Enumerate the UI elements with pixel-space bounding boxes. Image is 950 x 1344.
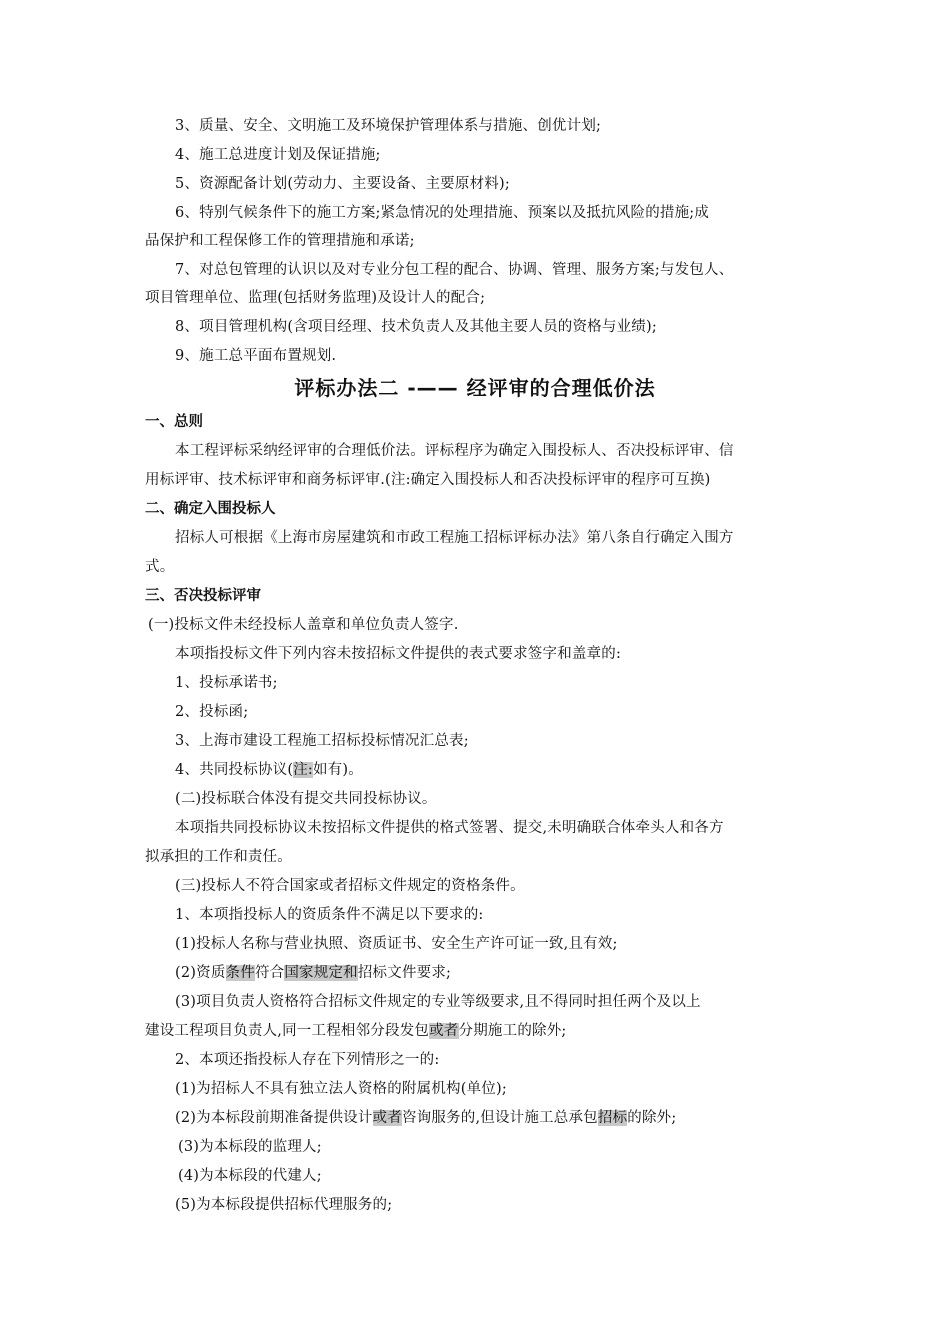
list-item: (4)为本标段的代建人; <box>178 1168 322 1184</box>
list-item: 7、对总包管理的认识以及对专业分包工程的配合、协调、管理、服务方案;与发包人、 <box>175 262 734 278</box>
list-item: 1、投标承诺书; <box>175 675 278 691</box>
list-item-continuation: 品保护和工程保修工作的管理措施和承诺; <box>145 233 415 249</box>
paragraph-line: 本工程评标采纳经评审的合理低价法。评标程序为确定入围投标人、否决投标评审、信 <box>175 443 734 459</box>
paragraph-line: 用标评审、技术标评审和商务标评审.(注:确定入围投标人和否决投标评审的程序可互换) <box>145 472 711 488</box>
list-item-continuation: 项目管理单位、监理(包括财务监理)及设计人的配合; <box>145 290 486 306</box>
list-item: 5、资源配备计划(劳动力、主要设备、主要原材料); <box>175 176 510 192</box>
list-item: (1)投标人名称与营业执照、资质证书、安全生产许可证一致,且有效; <box>175 936 618 952</box>
list-item: 2、投标函; <box>175 704 249 720</box>
text-segment: 的除外; <box>627 1110 677 1126</box>
list-item: 2、本项还指投标人存在下列情形之一的: <box>175 1052 440 1068</box>
highlighted-text: 注: <box>293 762 313 778</box>
list-item <box>175 963 825 983</box>
section-heading: 二、确定入围投标人 <box>145 501 276 517</box>
list-item: (1)为招标人不具有独立法人资格的附属机构(单位); <box>175 1081 507 1097</box>
text-segment: 符合 <box>254 965 285 981</box>
subsection-heading: (一)投标文件未经投标人盖章和单位负责人签字. <box>148 617 459 633</box>
list-item: 9、施工总平面布置规划. <box>175 348 337 364</box>
paragraph-line: 拟承担的工作和责任。 <box>145 849 292 865</box>
section-heading: 三、否决投标评审 <box>145 588 261 604</box>
list-item: 8、项目管理机构(含项目经理、技术负责人及其他主要人员的资格与业绩); <box>175 319 657 335</box>
page-title: 评标办法二 -—— 经评审的合理低价法 <box>294 376 656 400</box>
list-item <box>175 1108 825 1128</box>
paragraph-line: 招标人可根据《上海市房屋建筑和市政工程施工招标评标办法》第八条自行确定入围方 <box>175 530 734 546</box>
subsection-heading: (二)投标联合体没有提交共同投标协议。 <box>175 791 437 807</box>
text-segment: 建设工程项目负责人,同一工程相邻分段发包 <box>145 1023 430 1039</box>
text-segment: 4、共同投标协议( <box>175 762 294 778</box>
highlighted-text: 条件 <box>225 965 255 981</box>
subsection-heading: (三)投标人不符合国家或者招标文件规定的资格条件。 <box>175 878 525 894</box>
list-item: (5)为本标段提供招标代理服务的; <box>175 1197 393 1213</box>
text-segment: 分期施工的除外; <box>458 1023 567 1039</box>
text-segment: 招标文件要求; <box>357 965 452 981</box>
paragraph-line: 式。 <box>145 559 175 575</box>
section-heading: 一、总则 <box>145 414 203 430</box>
text-segment: 咨询服务的,但设计施工总承包 <box>401 1110 598 1126</box>
highlighted-text: 国家规定和 <box>284 965 358 981</box>
list-item: 6、特别气候条件下的施工方案;紧急情况的处理措施、预案以及抵抗风险的措施;成 <box>175 205 710 221</box>
paragraph-line: 本项指共同投标协议未按招标文件提供的格式签署、提交,未明确联合体牵头人和各方 <box>175 820 724 836</box>
list-item: 1、本项指投标人的资质条件不满足以下要求的: <box>175 907 484 923</box>
list-item-continuation <box>145 1021 825 1041</box>
highlighted-text: 或者 <box>372 1110 402 1126</box>
list-item: 3、上海市建设工程施工招标投标情况汇总表; <box>175 733 469 749</box>
list-item <box>175 760 825 780</box>
list-item: (3)项目负责人资格符合招标文件规定的专业等级要求,且不得同时担任两个及以上 <box>175 994 701 1010</box>
highlighted-text: 或者 <box>429 1023 459 1039</box>
highlighted-text: 招标 <box>597 1110 628 1126</box>
list-item: 3、质量、安全、文明施工及环境保护管理体系与措施、创优计划; <box>175 118 602 134</box>
text-segment: (2)为本标段前期准备提供设计 <box>175 1110 373 1126</box>
text-segment: 如有)。 <box>312 762 363 778</box>
paragraph-line: 本项指投标文件下列内容未按招标文件提供的表式要求签字和盖章的: <box>175 646 622 662</box>
list-item: 4、施工总进度计划及保证措施; <box>175 147 381 163</box>
list-item: (3)为本标段的监理人; <box>178 1139 322 1155</box>
text-segment: (2)资质 <box>175 965 226 981</box>
